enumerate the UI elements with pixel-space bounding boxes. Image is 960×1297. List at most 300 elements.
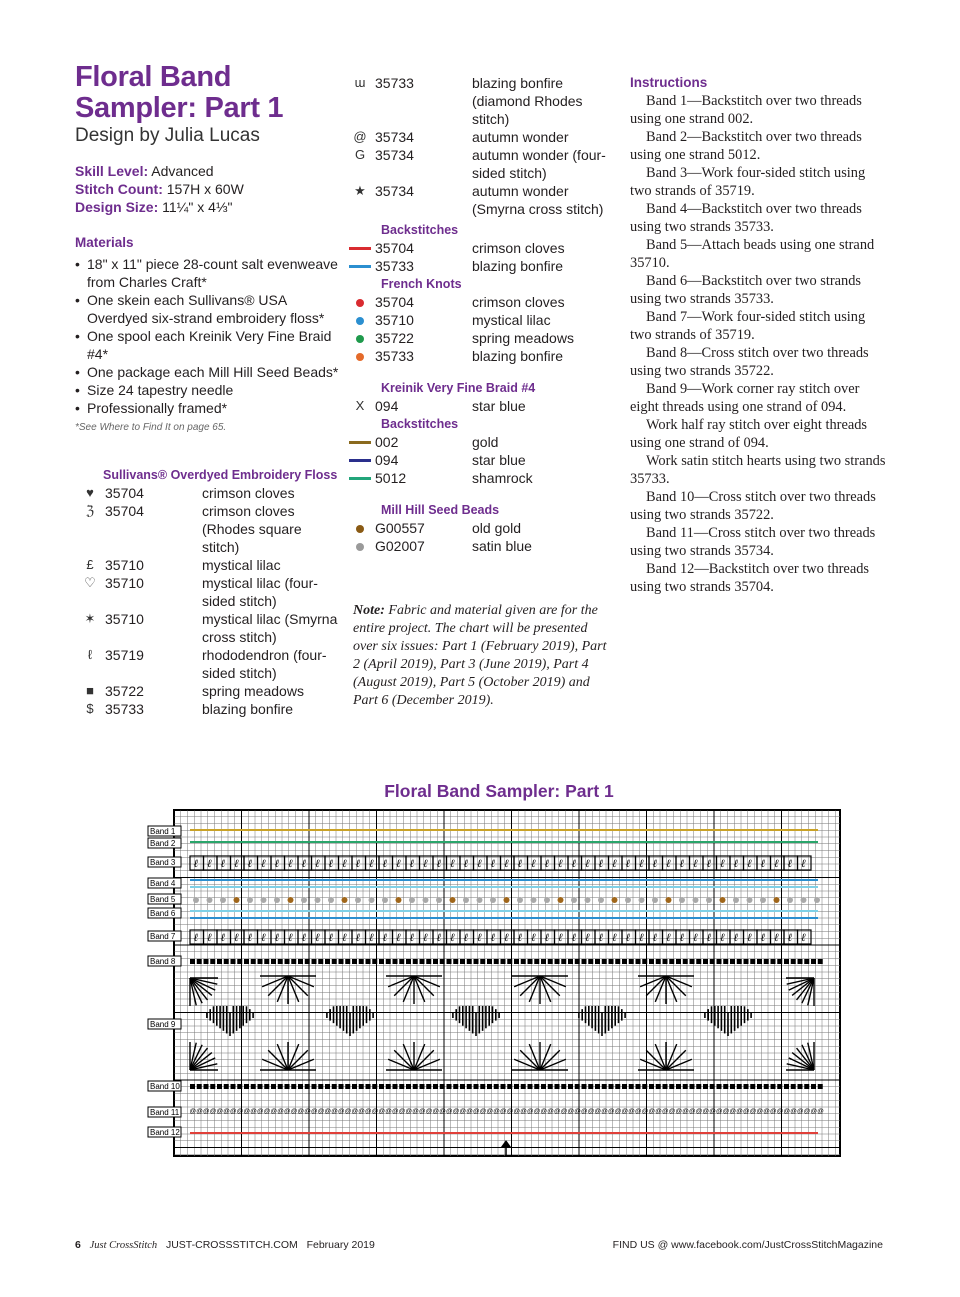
band-11-symbol: @: [655, 1108, 662, 1115]
band-8-stitch: [366, 959, 371, 964]
band-10-stitch: [555, 1084, 560, 1089]
floss-number: 35704: [105, 503, 144, 519]
band-8-stitch: [818, 959, 823, 964]
band-7-symbol: ℓ: [706, 932, 712, 944]
band-label: Band 6: [150, 909, 176, 918]
band-8-stitch: [386, 959, 391, 964]
floss-name: star blue: [472, 452, 526, 468]
materials-heading: Materials: [75, 235, 134, 250]
band-8-stitch: [629, 959, 634, 964]
band-3-symbol: ℓ: [234, 858, 239, 870]
band-8-stitch: [669, 959, 674, 964]
key-row: [75, 682, 340, 700]
band-11-symbol: @: [817, 1108, 824, 1115]
band-11-symbol: @: [344, 1108, 352, 1115]
band-10-stitch: [764, 1084, 769, 1089]
band-8-stitch: [514, 959, 519, 964]
band-10-stitch: [683, 1084, 688, 1089]
band-5-bead: [288, 897, 294, 903]
band-10-stitch: [204, 1084, 209, 1089]
band-11-symbol: @: [392, 1108, 399, 1115]
designer-byline: Design by Julia Lucas: [75, 125, 260, 146]
band-5-bead: [760, 897, 766, 903]
key-row: [75, 574, 340, 610]
band-10-stitch: [575, 1084, 580, 1089]
band-11-symbol: @: [662, 1108, 669, 1115]
footer-facebook[interactable]: FIND US @ www.facebook.com/JustCrossStitchMagazine: [612, 1239, 883, 1251]
key-row: [345, 397, 610, 415]
band-8-stitch: [663, 959, 668, 964]
band-3-symbol: ℓ: [598, 858, 604, 870]
band-5-bead: [814, 897, 820, 903]
key-row: [75, 646, 340, 682]
band-8-stitch: [197, 959, 202, 964]
band-5-bead: [382, 897, 388, 903]
floss-number: 35733: [375, 75, 414, 91]
band-7-symbol: ℓ: [490, 932, 496, 944]
instruction-paragraph: Band 1—Backstitch over two threads using one strand 002.: [630, 93, 862, 127]
floss-name: mystical lilac (four-sided stitch): [202, 575, 318, 609]
band-5-bead: [193, 897, 199, 903]
key-symbol: [345, 257, 375, 275]
band-10-stitch: [210, 1084, 215, 1089]
band-10-stitch: [460, 1084, 465, 1089]
key-row: [345, 74, 610, 128]
band-11-symbol: @: [554, 1108, 561, 1115]
band-11-symbol: @: [689, 1108, 696, 1115]
band-10-stitch: [609, 1084, 614, 1089]
band-10-stitch: [278, 1084, 283, 1089]
key-symbol: [345, 433, 375, 451]
count-value: 157H x 60W: [166, 181, 244, 197]
band-11-symbol: @: [790, 1108, 797, 1115]
band-8-stitch: [244, 959, 249, 964]
band-10-stitch: [541, 1084, 546, 1089]
band-label: Band 10: [150, 1082, 180, 1091]
band-3-symbol: ℓ: [747, 858, 752, 870]
band-5-bead: [409, 897, 415, 903]
band-7-symbol: ℓ: [463, 932, 469, 944]
band-7-symbol: ℓ: [801, 932, 806, 944]
band-3-symbol: ℓ: [207, 858, 212, 870]
band-8-stitch: [528, 959, 533, 964]
key-symbol: [345, 469, 375, 487]
band-3-symbol: ℓ: [436, 858, 442, 870]
skill-value: Advanced: [151, 163, 214, 179]
floss-name: autumn wonder: [472, 129, 569, 145]
floss-number: 35722: [375, 330, 414, 346]
size-value: 11¼" x 4⅓": [162, 199, 233, 215]
band-3-symbol: ℓ: [787, 858, 793, 870]
chart-title: Floral Band Sampler: Part 1: [384, 781, 614, 801]
band-3-symbol: ℓ: [679, 858, 685, 870]
band-3-symbol: ℓ: [463, 858, 469, 870]
band-11-symbol: @: [574, 1108, 581, 1115]
band-3-symbol: ℓ: [706, 858, 712, 870]
band-5-bead: [517, 897, 523, 903]
band-8-stitch: [541, 959, 546, 964]
band-5-bead: [369, 897, 375, 903]
band-3-symbol: ℓ: [720, 858, 725, 870]
band-10-stitch: [305, 1084, 310, 1089]
band-5-bead: [342, 897, 348, 903]
band-11-symbol: @: [196, 1108, 203, 1115]
instruction-paragraph: Band 7—Work four-sided stitch using two strands of 35719.: [630, 309, 866, 343]
band-label: Band 9: [150, 1020, 176, 1029]
instructions-list: [630, 92, 890, 596]
floss-name: crimson cloves: [472, 294, 565, 310]
band-11-symbol: @: [783, 1108, 791, 1115]
band-10-stitch: [420, 1084, 425, 1089]
band-8-stitch: [649, 959, 654, 964]
band-11-symbol: @: [398, 1108, 406, 1115]
band-11-symbol: @: [547, 1108, 554, 1115]
band-5-bead: [720, 897, 726, 903]
materials-footnote: *See Where to Find It on page 65.: [75, 422, 227, 433]
site-url[interactable]: JUST-CROSSSTITCH.COM: [165, 1239, 298, 1251]
band-11-symbol: @: [405, 1108, 413, 1115]
band-8-stitch: [453, 959, 458, 964]
band-11-symbol: @: [513, 1108, 521, 1115]
band-7-symbol: ℓ: [625, 932, 631, 944]
band-8-stitch: [264, 959, 269, 964]
band-label: Band 2: [150, 839, 176, 848]
count-label: Stitch Count:: [75, 181, 163, 197]
floss-number: 5012: [375, 470, 407, 486]
band-7-symbol: ℓ: [733, 932, 739, 944]
band-10-stitch: [224, 1084, 229, 1089]
band-3-symbol: ℓ: [409, 858, 415, 870]
band-8-stitch: [372, 959, 377, 964]
floss-number: 35710: [105, 575, 144, 591]
band-7-symbol: ℓ: [585, 932, 590, 944]
band-7-symbol: ℓ: [639, 932, 644, 944]
band-3-symbol: ℓ: [423, 858, 428, 870]
note-paragraph: [353, 602, 613, 710]
band-10-stitch: [622, 1084, 627, 1089]
band-8-stitch: [258, 959, 263, 964]
band-11-symbol: @: [412, 1108, 419, 1115]
band-10-stitch: [217, 1084, 222, 1089]
band-8-stitch: [487, 959, 492, 964]
key-symbol: [345, 239, 375, 257]
band-label: Band 12: [150, 1128, 180, 1137]
materials-list: [75, 255, 345, 417]
band-7-symbol: ℓ: [193, 932, 199, 944]
band-10-stitch: [514, 1084, 519, 1089]
band-11-symbol: @: [560, 1108, 568, 1115]
instruction-paragraph: Band 6—Backstitch over two strands using two strands 35733.: [630, 273, 862, 307]
magazine-name: Just CrossStitch: [89, 1240, 158, 1251]
floss-name: old gold: [472, 520, 522, 536]
materials-section: [75, 234, 345, 437]
band-5-bead: [774, 897, 780, 903]
band-7-symbol: ℓ: [760, 932, 766, 944]
band-10-stitch: [703, 1084, 708, 1089]
band-3-symbol: ℓ: [517, 858, 523, 870]
band-8-stitch: [757, 959, 762, 964]
band-5-bead: [571, 897, 577, 903]
band-8-stitch: [190, 959, 195, 964]
band-8-stitch: [588, 959, 593, 964]
band-3-symbol: ℓ: [733, 858, 739, 870]
band-11-symbol: @: [763, 1108, 770, 1115]
band-10-stitch: [285, 1084, 290, 1089]
key-symbol: £: [86, 557, 94, 572]
band-10-stitch: [190, 1084, 195, 1089]
floss-name: blazing bonfire: [472, 348, 564, 364]
band-3-symbol: ℓ: [477, 858, 482, 870]
band-3-symbol: ℓ: [693, 858, 698, 870]
key-row: [345, 347, 610, 365]
band-11-symbol: @: [209, 1108, 217, 1115]
key-row: [75, 484, 340, 502]
band-8-stitch: [413, 959, 418, 964]
band-8-stitch: [251, 959, 256, 964]
band-11-symbol: @: [351, 1108, 359, 1115]
band-7-symbol: ℓ: [504, 932, 509, 944]
floss-name: autumn wonder (Smyrna cross stitch): [472, 183, 604, 217]
band-11-symbol: @: [290, 1108, 298, 1115]
band-8-stitch: [656, 959, 661, 964]
band-3-symbol: ℓ: [247, 858, 253, 870]
band-11-symbol: @: [297, 1108, 305, 1115]
band-10-stitch: [440, 1084, 445, 1089]
band-3-symbol: ℓ: [450, 858, 455, 870]
band-10-stitch: [561, 1084, 566, 1089]
band-10-stitch: [271, 1084, 276, 1089]
band-7-symbol: ℓ: [261, 932, 266, 944]
floss-number: 35733: [375, 258, 414, 274]
band-10-stitch: [291, 1084, 296, 1089]
band-11-symbol: @: [729, 1108, 737, 1115]
band-3-symbol: ℓ: [315, 858, 320, 870]
band-8-stitch: [642, 959, 647, 964]
key-row: [75, 700, 340, 718]
band-11-symbol: @: [365, 1108, 372, 1115]
band-11-symbol: @: [284, 1108, 291, 1115]
band-11-symbol: @: [425, 1108, 433, 1115]
band-10-stitch: [298, 1084, 303, 1089]
band-10-stitch: [352, 1084, 357, 1089]
band-11-symbol: @: [716, 1108, 723, 1115]
band-10-stitch: [798, 1084, 803, 1089]
band-7-symbol: ℓ: [558, 932, 563, 944]
page-title: [75, 62, 283, 124]
band-8-stitch: [602, 959, 607, 964]
band-10-stitch: [811, 1084, 816, 1089]
band-label: Band 3: [150, 858, 176, 867]
sullivans-rows: [75, 484, 340, 718]
band-11-symbol: @: [358, 1108, 365, 1115]
band-10-stitch: [372, 1084, 377, 1089]
band-3-symbol: ℓ: [558, 858, 563, 870]
band-11-symbol: @: [216, 1108, 224, 1115]
band-3-symbol: ℓ: [288, 858, 293, 870]
band-7-symbol: ℓ: [315, 932, 320, 944]
band-3-symbol: ℓ: [301, 858, 307, 870]
instruction-paragraph: Work half ray stitch over eight threads using one strand of 094.: [630, 417, 868, 451]
band-10-stitch: [568, 1084, 573, 1089]
floss-number: 35704: [375, 294, 414, 310]
key-symbol: ★: [354, 183, 366, 198]
band-8-stitch: [393, 959, 398, 964]
band-3-symbol: ℓ: [760, 858, 766, 870]
band-10-stitch: [487, 1084, 492, 1089]
band-3-symbol: ℓ: [355, 858, 361, 870]
band-11-symbol: @: [770, 1108, 777, 1115]
band-11-symbol: @: [203, 1108, 210, 1115]
band-5-bead: [301, 897, 307, 903]
floss-number: 35710: [105, 557, 144, 573]
band-8-stitch: [710, 959, 715, 964]
band-11-symbol: @: [736, 1108, 743, 1115]
band-8-stitch: [521, 959, 526, 964]
band-8-stitch: [278, 959, 283, 964]
band-5-bead: [490, 897, 496, 903]
band-5-bead: [625, 897, 631, 903]
band-8-stitch: [636, 959, 641, 964]
floss-name: mystical lilac (Smyrna cross stitch): [202, 611, 338, 645]
floss-name: spring meadows: [472, 330, 574, 346]
instruction-paragraph: Band 9—Work corner ray stitch over eight threads using one strand of 094.: [630, 381, 860, 415]
band-8-stitch: [224, 959, 229, 964]
band-10-stitch: [237, 1084, 242, 1089]
band-10-stitch: [264, 1084, 269, 1089]
band-11-symbol: @: [709, 1108, 716, 1115]
band-7-symbol: ℓ: [477, 932, 482, 944]
floss-name: star blue: [472, 398, 526, 414]
key-symbol: ✶: [84, 611, 96, 626]
key-symbol: ♥: [86, 485, 94, 500]
band-8-stitch: [737, 959, 742, 964]
band-10-stitch: [251, 1084, 256, 1089]
band-3-symbol: ℓ: [342, 858, 347, 870]
band-11-symbol: @: [533, 1108, 541, 1115]
band-10-stitch: [433, 1084, 438, 1089]
band-7-symbol: ℓ: [382, 932, 388, 944]
band-10-stitch: [676, 1084, 681, 1089]
band-5-bead: [450, 897, 456, 903]
band-10-stitch: [244, 1084, 249, 1089]
band-11-symbol: @: [641, 1108, 649, 1115]
band-8-stitch: [406, 959, 411, 964]
band-5-bead: [558, 897, 564, 903]
floss-number: G02007: [375, 538, 425, 554]
band-7-symbol: ℓ: [679, 932, 685, 944]
key-symbol: ℓ: [87, 647, 93, 662]
band-3-symbol: ℓ: [774, 858, 779, 870]
floss-name: spring meadows: [202, 683, 304, 699]
band-5-bead: [652, 897, 658, 903]
band-8-stitch: [231, 959, 236, 964]
instructions-heading: Instructions: [630, 75, 708, 90]
band-8-stitch: [217, 959, 222, 964]
band-3-symbol: ℓ: [490, 858, 496, 870]
band-8-stitch: [703, 959, 708, 964]
key-row: [345, 239, 610, 257]
sullivans-key: [75, 466, 340, 718]
band-10-stitch: [507, 1084, 512, 1089]
band-10-stitch: [521, 1084, 526, 1089]
backstitch-rows: [345, 239, 610, 275]
band-7-symbol: ℓ: [274, 932, 280, 944]
band-10-stitch: [656, 1084, 661, 1089]
band-11-symbol: @: [567, 1108, 575, 1115]
band-5-bead: [355, 897, 361, 903]
band-8-stitch: [291, 959, 296, 964]
band-11-symbol: @: [797, 1108, 804, 1115]
band-10-stitch: [325, 1084, 330, 1089]
band-11-symbol: @: [439, 1108, 446, 1115]
stitch-chart: [140, 806, 850, 1162]
band-10-stitch: [791, 1084, 796, 1089]
band-7-symbol: ℓ: [220, 932, 226, 944]
floss-number: 35704: [105, 485, 144, 501]
band-8-stitch: [204, 959, 209, 964]
band-11-symbol: @: [581, 1108, 588, 1115]
band-7-symbol: ℓ: [247, 932, 253, 944]
band-11-symbol: @: [378, 1108, 386, 1115]
band-8-stitch: [433, 959, 438, 964]
band-10-stitch: [744, 1084, 749, 1089]
floss-number: 35719: [105, 647, 144, 663]
floss-number: 35710: [105, 611, 144, 627]
band-8-stitch: [271, 959, 276, 964]
band-10-stitch: [359, 1084, 364, 1089]
band-10-stitch: [771, 1084, 776, 1089]
band-11-symbol: @: [230, 1108, 237, 1115]
band-7-symbol: ℓ: [544, 932, 550, 944]
band-8-stitch: [534, 959, 539, 964]
band-5-bead: [639, 897, 645, 903]
band-8-stitch: [622, 959, 627, 964]
instruction-paragraph: Band 10—Cross stitch over two threads using two strands 35722.: [630, 489, 876, 523]
band-10-stitch: [663, 1084, 668, 1089]
key-row: [345, 311, 610, 329]
band-11-symbol: @: [432, 1108, 440, 1115]
band-8-stitch: [804, 959, 809, 964]
band-8-stitch: [798, 959, 803, 964]
band-11-symbol: @: [520, 1108, 527, 1115]
instruction-paragraph: Band 2—Backstitch over two threads using one strand 5012.: [630, 129, 862, 163]
french-knot-rows: [345, 293, 610, 365]
band-8-stitch: [494, 959, 499, 964]
footer-left: [75, 1239, 375, 1251]
band-8-stitch: [420, 959, 425, 964]
band-11-symbol: @: [594, 1108, 602, 1115]
band-10-stitch: [231, 1084, 236, 1089]
band-8-stitch: [676, 959, 681, 964]
backstitch-heading: Backstitches: [381, 223, 459, 237]
band-3-symbol: ℓ: [261, 858, 266, 870]
band-5-bead: [396, 897, 402, 903]
floss-number: 094: [375, 452, 399, 468]
band-11-symbol: @: [648, 1108, 656, 1115]
band-11-symbol: @: [506, 1108, 514, 1115]
band-11-symbol: @: [270, 1108, 278, 1115]
band-10-stitch: [494, 1084, 499, 1089]
key-symbol: [345, 311, 375, 329]
band-11-symbol: @: [257, 1108, 264, 1115]
sullivans-heading: Sullivans® Overdyed Embroidery Floss: [103, 468, 338, 482]
band-10-stitch: [737, 1084, 742, 1089]
band-10-stitch: [588, 1084, 593, 1089]
band-7-symbol: ℓ: [328, 932, 334, 944]
band-8-stitch: [345, 959, 350, 964]
band-3-symbol: ℓ: [585, 858, 590, 870]
band-11-symbol: @: [324, 1108, 332, 1115]
